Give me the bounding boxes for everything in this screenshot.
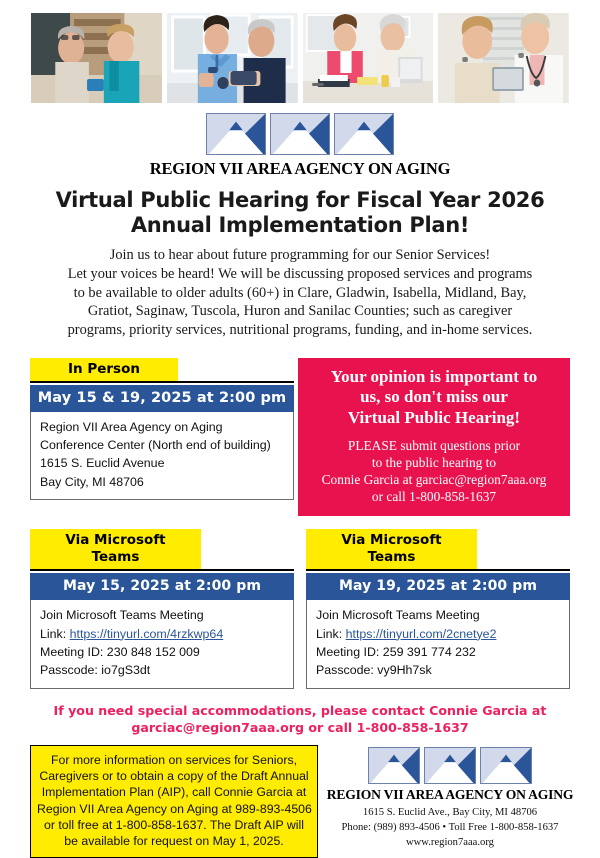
in-person-datetime: May 15 & 19, 2025 at 2:00 pm	[30, 385, 294, 412]
teams-datetime-2: May 19, 2025 at 2:00 pm	[306, 573, 570, 600]
more-information-box	[30, 745, 318, 858]
logo-mark-icon	[480, 747, 532, 784]
opinion-body-line-3: Connie Garcia at garciac@region7aaa.org	[321, 471, 547, 487]
intro-line-5: programs, priority services, nutritional programs, funding, and in-home services.	[67, 322, 533, 338]
info-line-3: Implementation Plan (AIP), call Connie Garcia at	[41, 785, 307, 800]
photo-doctor-tablet-senior-woman	[438, 13, 569, 103]
teams-join-label-1: Join Microsoft Teams Meeting	[40, 608, 204, 623]
opinion-callout-body	[306, 438, 562, 506]
teams-passcode-2: Passcode: vy9Hh7sk	[316, 663, 432, 678]
teams-link-label-2: Link:	[316, 626, 343, 641]
in-person-address-line-1: Region VII Area Agency on Aging	[40, 419, 223, 434]
teams-datetime-1: May 15, 2025 at 2:00 pm	[30, 573, 294, 600]
info-line-6: be available for request on May 1, 2025.	[64, 834, 284, 849]
accommodations-notice	[0, 702, 600, 736]
logo-mark-icon	[206, 113, 266, 155]
teams-link-row-2	[316, 625, 560, 643]
logo-mark-icon	[270, 113, 330, 155]
logo-marks	[206, 113, 394, 155]
footer-logo-marks	[368, 747, 532, 784]
teams-link-url-2[interactable]: https://tinyurl.com/2cnetye2	[345, 626, 497, 641]
in-person-address-line-4: Bay City, MI 48706	[40, 474, 144, 489]
logo-wordmark: REGION VII AREA AGENCY ON AGING	[149, 159, 451, 178]
opinion-callout-title	[306, 367, 562, 429]
opinion-title-line-2: us, so don't miss our	[360, 387, 508, 407]
opinion-callout-box	[298, 358, 570, 517]
info-line-2: Caregivers or to obtain a copy of the Draft Annual	[39, 769, 309, 784]
accommodations-line-1: If you need special accommodations, please contact Connie Garcia at	[53, 702, 547, 718]
in-person-address	[30, 412, 294, 500]
opinion-body-line-2: to the public hearing to	[371, 454, 497, 470]
page-title-line-1: Virtual Public Hearing for Fiscal Year 2026	[55, 188, 545, 212]
footer-address: 1615 S. Euclid Ave., Bay City, MI 48706	[362, 806, 538, 818]
intro-paragraph	[0, 246, 600, 340]
teams-panel-may-15	[30, 529, 294, 688]
in-person-tag: In Person	[30, 358, 178, 381]
info-line-5: or toll free at 1-800-858-1637. The Draft AIP will	[44, 818, 304, 833]
footer-phone: Phone: (989) 893-4506 • Toll Free 1-800-858-1637	[341, 821, 559, 833]
teams-join-label-2: Join Microsoft Teams Meeting	[316, 608, 480, 623]
teams-tag-1: Via Microsoft Teams	[30, 529, 201, 569]
in-person-address-line-3: 1615 S. Euclid Avenue	[40, 456, 165, 471]
teams-details-1	[30, 600, 294, 688]
page-title	[0, 188, 600, 237]
logo-mark-icon	[368, 747, 420, 784]
opinion-body-line-4: or call 1-800-858-1637	[371, 488, 497, 504]
logo-mark-icon	[334, 113, 394, 155]
footer	[0, 745, 600, 858]
logo-mark-icon	[424, 747, 476, 784]
in-person-address-line-2: Conference Center (North end of building)	[40, 437, 271, 452]
teams-passcode-1: Passcode: io7gS3dt	[40, 663, 151, 678]
teams-meeting-id-2: Meeting ID: 259 391 774 232	[316, 644, 476, 659]
photo-caregiver-senior-woman-laptop	[303, 13, 434, 103]
teams-tag-wrap-1	[30, 529, 294, 571]
teams-tag-2: Via Microsoft Teams	[306, 529, 477, 569]
opinion-title-line-3: Virtual Public Hearing!	[347, 408, 521, 428]
intro-line-1: Join us to hear about future programming for our Senior Services!	[109, 247, 491, 264]
info-line-1: For more information on services for Seniors,	[50, 752, 298, 767]
in-person-tag-wrap	[30, 358, 294, 383]
teams-details-2	[306, 600, 570, 688]
header-logo	[0, 113, 600, 179]
footer-logo	[326, 745, 574, 850]
teams-link-row-1	[40, 625, 284, 643]
panel-row-two	[0, 529, 600, 688]
footer-website[interactable]: www.region7aaa.org	[406, 836, 494, 848]
page-title-line-2: Annual Implementation Plan!	[130, 212, 470, 237]
footer-wordmark: REGION VII AREA AGENCY ON AGING	[326, 786, 574, 802]
teams-link-label-1: Link:	[40, 626, 67, 641]
intro-line-2: Let your voices be heard! We will be discussing proposed services and programs	[67, 265, 533, 282]
panel-row-one	[0, 358, 600, 517]
accommodations-line-2: garciac@region7aaa.org or call 1-800-858-1637	[131, 719, 469, 735]
info-line-4: Region VII Area Agency on Aging at 989-893-4506	[37, 801, 312, 816]
teams-panel-may-19	[306, 529, 570, 688]
intro-line-3: to be available to older adults (60+) in Clare, Gladwin, Isabella, Midland, Bay,	[73, 284, 527, 301]
footer-contact	[342, 805, 559, 850]
photo-senior-woman-nurse-tablet	[31, 13, 162, 103]
in-person-panel	[30, 358, 294, 500]
teams-meeting-id-1: Meeting ID: 230 848 152 009	[40, 644, 200, 659]
teams-link-url-1[interactable]: https://tinyurl.com/4rzkwp64	[69, 626, 224, 641]
teams-tag-wrap-2	[306, 529, 570, 571]
photo-nurse-blood-pressure-senior-man	[167, 13, 298, 103]
opinion-body-line-1: PLEASE submit questions prior	[347, 437, 521, 453]
intro-line-4: Gratiot, Saginaw, Tuscola, Huron and Sanilac Counties; such as caregiver	[87, 303, 513, 320]
photo-strip	[0, 0, 600, 103]
opinion-title-line-1: Your opinion is important to	[330, 366, 538, 386]
